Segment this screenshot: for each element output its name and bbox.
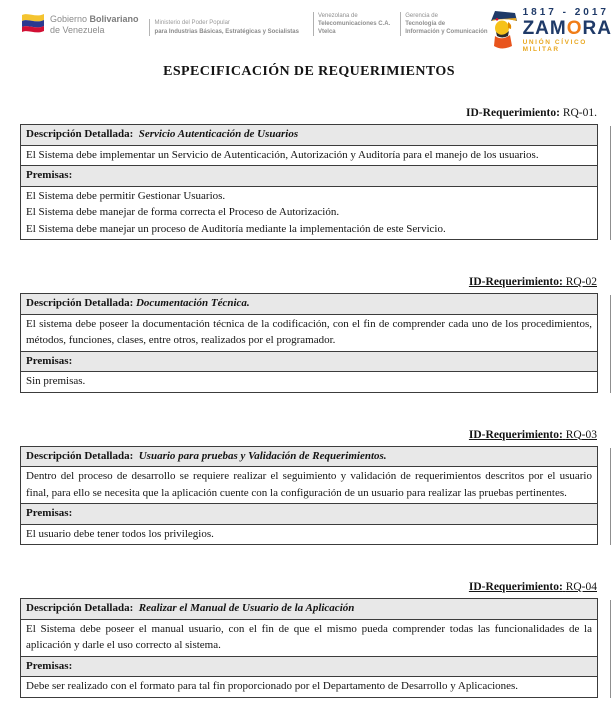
premises-body-row <box>21 372 597 392</box>
venezuela-flag-icon <box>20 11 46 38</box>
premises-header-row <box>21 166 597 187</box>
description-body-row: El Sistema debe implementar un Servicio de Autenticación, Autorización y Auditoría para el manejo de los usuarios. <box>21 146 597 167</box>
description-body-row: El Sistema debe poseer el manual usuario, con el fin de que el mismo pueda comprender todas las funcionalidades de la aplicación y darle el uso correcto al sistema. <box>21 620 597 657</box>
zamora-subtitle: UNIÓN CÍVICO MILITAR <box>522 39 587 53</box>
requirement-table <box>20 598 598 698</box>
org-blocks <box>313 12 488 36</box>
ministry-line2: para Industrias Básicas, Estratégicas y Socialistas <box>154 28 299 35</box>
premise-line: El Sistema debe manejar un proceso de Auditoría mediante la implementación de este Servicio. <box>26 222 446 235</box>
description-label: Descripción Detallada: <box>26 602 134 614</box>
org-gerencia-tic <box>400 12 487 36</box>
premises-header-row <box>21 504 597 525</box>
gov-brand-line2: de Venezuela <box>50 24 105 35</box>
description-body-row: Dentro del proceso de desarrollo se requiere realizar el seguimiento y validación de requerimientos descritos por el usuario final, para ello se necesita que la aplicación cuente con la configuración de un usuario para realizar las pruebas pertinentes. <box>21 467 597 504</box>
zamora-name <box>523 19 612 38</box>
requirement-id-line <box>20 107 598 119</box>
requirement-table <box>20 124 598 240</box>
zamora-name-part1: ZAM <box>522 18 567 39</box>
org2-line3: Información y Comunicación <box>405 29 488 36</box>
description-label: Descripción Detallada: <box>26 297 134 309</box>
premises-label: Premisas: <box>26 169 73 181</box>
premise-line: El Sistema debe permitir Gestionar Usuarios. <box>26 189 226 202</box>
requirement-rq-02 <box>20 276 598 393</box>
requirement-rq-03 <box>20 429 598 546</box>
id-label: ID-Requerimiento: <box>468 581 563 593</box>
description-label: Descripción Detallada: <box>26 449 134 462</box>
org1-line3: Vtelca <box>317 29 336 36</box>
description-body-row: El sistema debe poseer la documentación técnica de la codificación, con el fin de comprender cada uno de los procedimientos, métodos, funciones, clases, entre otros, realizados por el programador. <box>21 315 597 352</box>
premise-line: El Sistema debe manejar de forma correcta el Proceso de Autorización. <box>26 206 340 218</box>
org1-line1: Venezolana de <box>317 13 358 19</box>
premises-header-row <box>21 352 597 373</box>
premises-label: Premisas: <box>26 507 73 519</box>
premise-line: Debe ser realizado con el formato para tal fin proporcionado por el Departamento de Desarrollo y Aplicaciones. <box>26 680 519 692</box>
premises-body-row <box>21 677 597 697</box>
requirement-table <box>20 446 598 546</box>
requirement-rq-01 <box>20 107 598 240</box>
id-label: ID-Requerimiento: <box>468 428 563 441</box>
requirement-title: Realizar el Manual de Usuario de la Aplicación <box>138 602 355 614</box>
requirement-title: Usuario para pruebas y Validación de Requerimientos. <box>138 449 387 462</box>
gov-logo-text <box>50 14 139 35</box>
org2-line2: Tecnología de <box>405 21 446 28</box>
document-header <box>20 7 612 53</box>
requirement-id-line <box>20 429 598 441</box>
premises-header-row <box>21 657 597 678</box>
id-value: RQ-01. <box>562 107 597 119</box>
zamora-years: 1817 - 2017 <box>522 7 609 18</box>
premise-line: El usuario debe tener todos los privilegios. <box>26 527 214 540</box>
description-header-row <box>21 447 597 468</box>
id-label: ID-Requerimiento: <box>466 107 560 119</box>
requirement-rq-04 <box>20 581 598 698</box>
premise-line: Sin premisas. <box>26 375 86 387</box>
premises-label: Premisas: <box>26 354 73 367</box>
zamora-name-part2: O <box>566 18 583 39</box>
gov-logo <box>20 11 299 38</box>
org-vtelca <box>313 12 390 36</box>
zamora-figure-icon <box>488 8 520 55</box>
description-header-row <box>21 599 597 620</box>
gov-brand-prefix: Gobierno <box>50 14 90 25</box>
org2-line1: Gerencia de <box>405 13 438 19</box>
requirement-title: Servicio Autenticación de Usuarios <box>138 128 299 140</box>
requirement-id-line <box>20 581 598 593</box>
ministry-text <box>149 19 299 35</box>
description-label: Descripción Detallada: <box>26 128 134 140</box>
id-value: RQ-03 <box>565 428 597 441</box>
id-value: RQ-02 <box>565 276 597 288</box>
zamora-logo-text <box>523 8 612 53</box>
description-header-row <box>21 294 597 315</box>
premises-body-row <box>21 525 597 545</box>
premises-body-row <box>21 187 597 240</box>
zamora-logo <box>488 8 612 55</box>
requirement-title: Documentación Técnica. <box>135 297 250 309</box>
page-title: ESPECIFICACIÓN DE REQUERIMIENTOS <box>163 64 455 79</box>
gov-brand-bold: Bolivariano <box>89 14 139 25</box>
requirement-id-line <box>20 276 598 288</box>
description-header-row <box>21 125 597 146</box>
org1-line2: Telecomunicaciones C.A. <box>317 21 391 28</box>
premises-label: Premisas: <box>26 659 73 672</box>
ministry-line1: Ministerio del Poder Popular <box>154 20 230 27</box>
id-label: ID-Requerimiento: <box>468 276 563 288</box>
zamora-name-part3: RA <box>582 18 612 39</box>
id-value: RQ-04 <box>565 581 597 593</box>
requirement-table <box>20 293 598 393</box>
